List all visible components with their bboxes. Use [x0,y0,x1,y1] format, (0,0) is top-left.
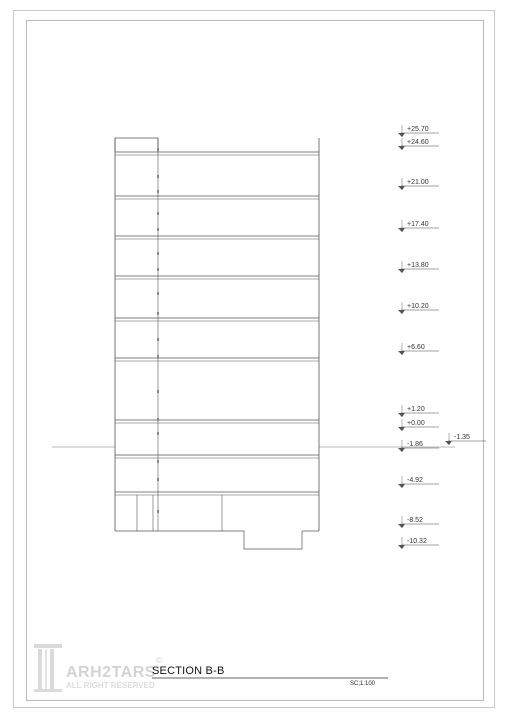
core-opening [157,212,159,215]
level-arrow-icon [445,441,452,445]
level-marker [398,516,439,528]
floor-slab [115,152,319,155]
level-arrow-icon [398,545,405,549]
level-label: +0.00 [407,420,425,427]
core-opening [157,418,159,421]
level-arrow-icon [398,413,405,417]
level-marker [398,476,439,488]
floor-slab [115,276,319,279]
level-marker [445,433,486,445]
level-arrow-icon [398,146,405,150]
level-arrow-icon [398,524,405,528]
level-arrow-icon [398,351,405,355]
floor-slab [115,236,319,239]
core-opening [157,228,159,231]
column-logo-icon [30,636,70,694]
level-label: +13.80 [407,262,429,269]
core-opening [157,175,159,178]
level-label: +1.20 [407,406,425,413]
level-marker [398,138,439,150]
level-label: -1.35 [454,434,470,441]
floor-slab [115,358,319,361]
logo-tagline: ALL RIGHT RESERVED [66,681,155,690]
level-marker [398,537,439,549]
floor-slab [115,492,319,495]
level-arrow-icon [398,484,405,488]
level-arrow-icon [398,310,405,314]
logo-name: ARH2TARS [66,664,156,681]
pit [244,531,302,549]
core-opening [157,338,159,341]
level-label: +21.00 [407,179,429,186]
core-opening [157,460,159,463]
level-marker [398,220,439,232]
level-label: +24.60 [407,139,429,146]
core-opening [157,292,159,295]
level-arrow-icon [398,186,405,190]
level-marker [398,405,439,417]
level-label: +17.40 [407,221,429,228]
level-marker [398,178,439,190]
building-section [52,138,455,678]
level-label: +6.60 [407,344,425,351]
core-opening [157,268,159,271]
level-marker [398,302,439,314]
level-label: -8.52 [407,517,423,524]
core-opening [157,312,159,315]
level-label: +10.20 [407,303,429,310]
level-label: -4.92 [407,477,423,484]
registered-mark: © [156,656,162,665]
level-arrow-icon [398,133,405,137]
core-opening [157,478,159,481]
level-marker [398,343,439,355]
level-label: -1.86 [407,441,423,448]
core-opening [157,355,159,358]
core-opening [157,432,159,435]
core-opening [157,252,159,255]
level-arrow-icon [398,448,405,452]
level-arrow-icon [398,228,405,232]
section-title: SECTION B-B [152,665,225,677]
scale-label: SC;1:100 [350,681,376,687]
level-arrow-icon [398,269,405,273]
level-label: +25.70 [407,126,429,133]
core-opening [157,148,159,151]
core-opening [157,510,159,513]
floor-slab [115,455,319,458]
level-marker [398,261,439,273]
level-arrow-icon [398,427,405,431]
level-marker [398,125,439,137]
core-opening [157,190,159,193]
level-markers [398,125,486,549]
floor-slab [115,196,319,199]
floor-slab [115,420,319,423]
level-marker [398,440,439,452]
level-label: -10.32 [407,538,427,545]
level-marker [398,419,439,431]
floor-slab [115,318,319,321]
roof-stair-core [115,138,158,152]
core-opening [157,390,159,393]
